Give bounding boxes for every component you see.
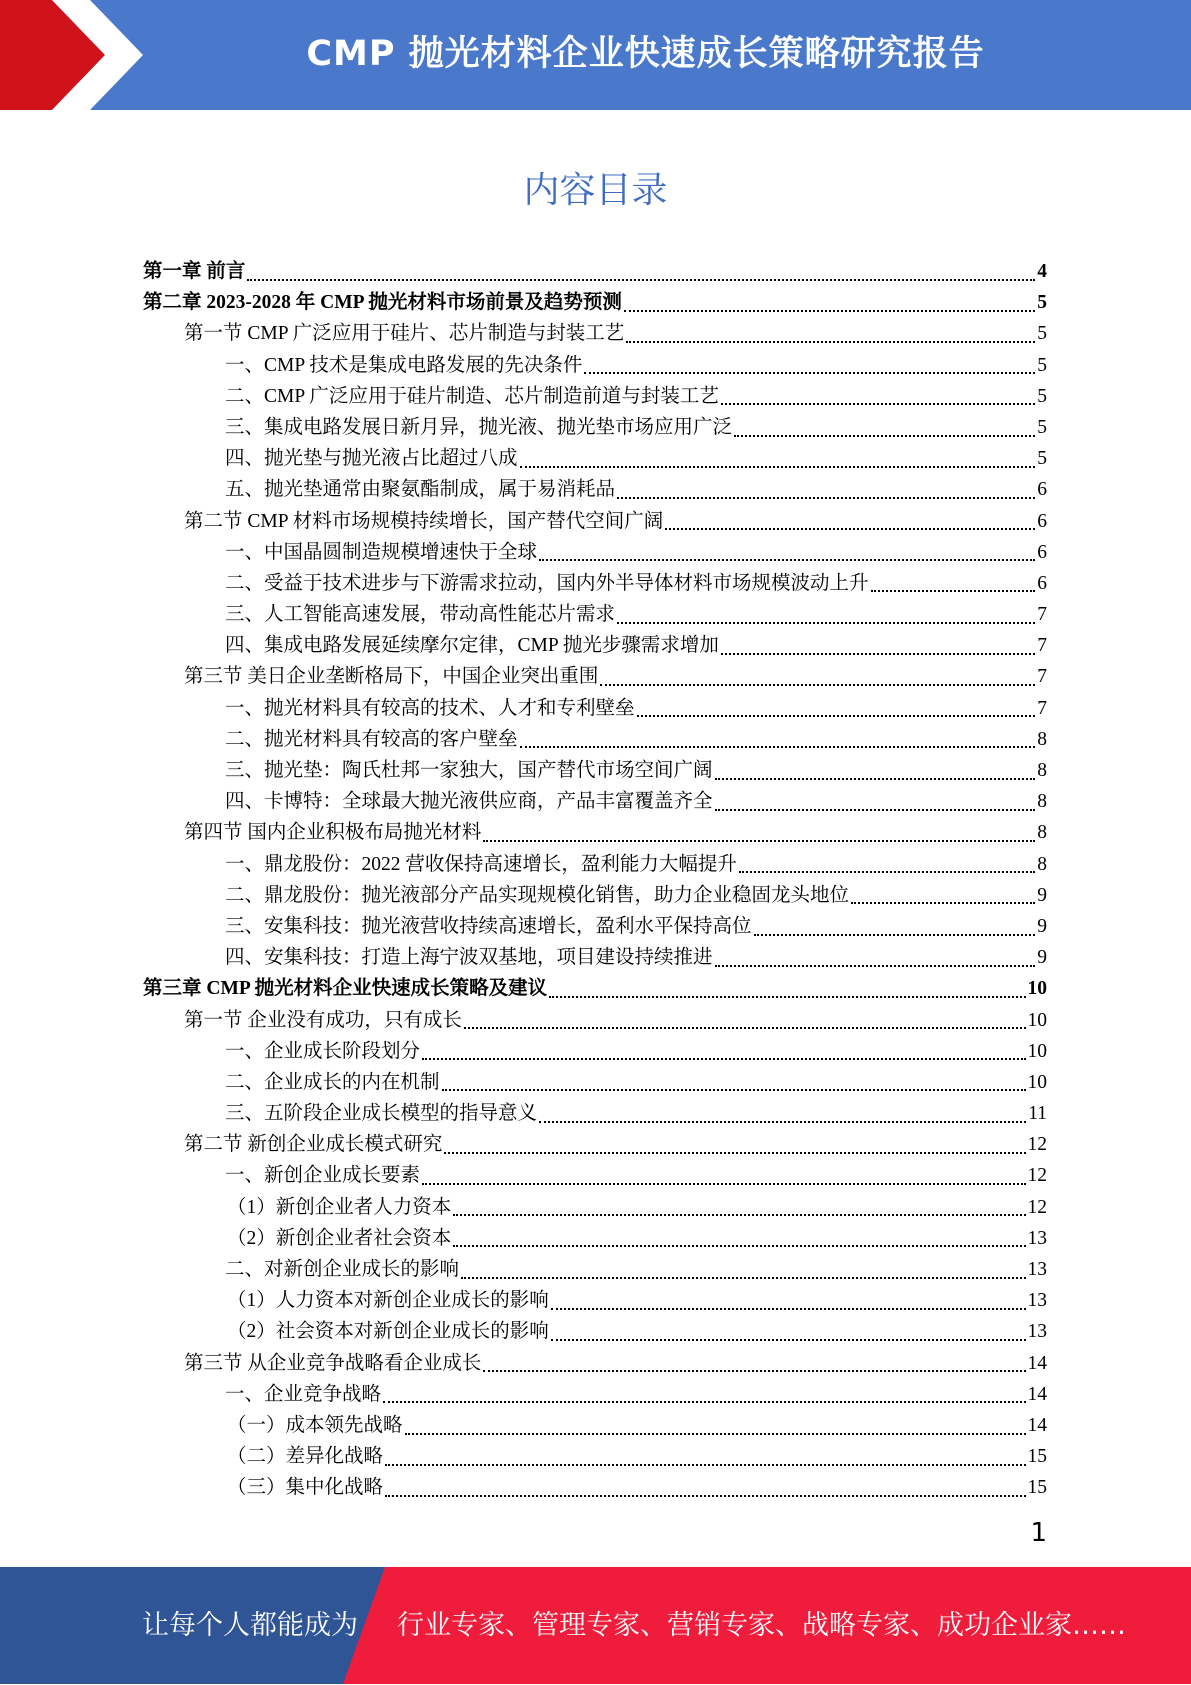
dot-leader [539,1121,1026,1123]
toc-entry-page: 5 [1037,416,1047,438]
toc-entry-page: 10 [1027,1071,1047,1093]
dot-leader [551,1339,1026,1341]
dot-leader [385,1464,1025,1466]
toc-entry-page: 7 [1037,697,1047,719]
toc-entry-title: 第一章 前言 [143,261,246,282]
toc-entry[interactable] [143,661,1047,692]
toc-entry-title: 二、CMP 广泛应用于硅片制造、芯片制造前道与封装工艺 [225,385,719,407]
toc-entry-page: 7 [1037,604,1047,626]
toc-entry-page: 13 [1027,1290,1047,1312]
toc-entry-title: 一、企业竞争战略 [225,1383,382,1405]
toc-entry-page: 12 [1027,1165,1047,1187]
toc-entry-title: 第二章 2023-2028 年 CMP 抛光材料市场前景及趋势预测 [143,292,622,314]
toc-entry-page: 8 [1037,822,1047,844]
report-header [0,0,1191,110]
table-of-contents [143,256,1047,1504]
toc-entry-title: 四、集成电路发展延续摩尔定律，CMP 抛光步骤需求增加 [225,635,719,657]
toc-entry-title: 第二节 新创企业成长模式研究 [184,1134,443,1156]
dot-leader [520,746,1036,748]
toc-entry[interactable] [143,1441,1047,1472]
toc-entry-page: 5 [1037,385,1047,407]
dot-leader [715,965,1036,967]
toc-entry-title: 第四节 国内企业积极布局抛光材料 [184,822,482,844]
dot-leader [464,1027,1026,1029]
toc-entry[interactable] [143,1036,1047,1067]
dot-leader [739,871,1035,873]
toc-entry-title: 一、抛光材料具有较高的技术、人才和专利壁垒 [225,697,635,719]
toc-entry[interactable] [143,506,1047,537]
toc-entry[interactable] [143,474,1047,505]
toc-entry-page: 4 [1037,261,1047,282]
toc-entry-title: 五、抛光垫通常由聚氨酯制成，属于易消耗品 [225,479,616,501]
toc-entry-title: 二、鼎龙股份：抛光液部分产品实现规模化销售，助力企业稳固龙头地位 [225,884,850,906]
toc-entry-title: （2）社会资本对新创企业成长的影响 [227,1321,549,1343]
toc-entry-title: 一、鼎龙股份：2022 营收保持高速增长，盈利能力大幅提升 [225,853,737,875]
dot-leader [422,1058,1025,1060]
toc-entry[interactable] [143,849,1047,880]
toc-entry-page: 8 [1037,853,1047,875]
toc-entry-page: 7 [1037,635,1047,657]
toc-entry-page: 6 [1037,541,1047,563]
dot-leader [383,1401,1025,1403]
dot-leader [461,1277,1025,1279]
toc-entry-page: 14 [1027,1352,1047,1374]
toc-entry-title: 第三章 CMP 抛光材料企业快速成长策略及建议 [143,978,548,1000]
toc-entry[interactable] [143,318,1047,349]
dot-leader [617,622,1035,624]
toc-entry[interactable] [143,443,1047,474]
toc-entry-page: 6 [1037,572,1047,594]
toc-entry-title: 第一节 企业没有成功，只有成长 [184,1009,462,1031]
toc-entry[interactable] [143,1410,1047,1441]
dot-leader [551,1308,1026,1310]
toc-entry-page: 12 [1027,1196,1047,1218]
dot-leader [624,310,1035,312]
toc-entry-page: 5 [1037,323,1047,345]
toc-entry[interactable] [143,630,1047,661]
dot-leader [442,1089,1026,1091]
toc-entry-page: 8 [1037,791,1047,813]
dot-leader [483,840,1035,842]
toc-entry-title: 第一节 CMP 广泛应用于硅片、芯片制造与封装工艺 [184,323,625,345]
toc-entry-page: 13 [1027,1321,1047,1343]
toc-entry-title: （1）新创企业者人力资本 [227,1196,452,1218]
toc-entry[interactable] [143,381,1047,412]
toc-entry[interactable] [143,1254,1047,1285]
toc-entry[interactable] [143,880,1047,911]
dot-leader [617,497,1035,499]
dot-leader [715,778,1036,780]
toc-entry-page: 14 [1027,1414,1047,1436]
toc-entry-page: 7 [1037,666,1047,688]
toc-entry[interactable] [143,755,1047,786]
toc-entry-page: 13 [1027,1259,1047,1280]
toc-entry-title: 三、五阶段企业成长模型的指导意义 [225,1103,538,1125]
toc-entry-page: 13 [1027,1227,1047,1249]
toc-entry[interactable] [143,1223,1047,1254]
toc-entry-page: 11 [1028,1103,1047,1125]
dot-leader [453,1245,1025,1247]
toc-entry-title: 第二节 CMP 材料市场规模持续增长，国产替代空间广阔 [184,510,664,532]
footer-slogan-right: 行业专家、管理专家、营销专家、战略专家、成功企业家…… [397,1610,1126,1641]
dot-leader [584,372,1035,374]
toc-entry[interactable] [143,724,1047,755]
toc-entry[interactable] [143,911,1047,942]
dot-leader [665,528,1035,530]
dot-leader [626,341,1035,343]
footer-slogan-left: 让每个人都能成为 [142,1610,358,1641]
toc-entry[interactable] [143,1160,1047,1191]
toc-entry-title: 三、人工智能高速发展，带动高性能芯片需求 [225,604,616,626]
dot-leader [385,1495,1025,1497]
toc-entry[interactable] [143,1129,1047,1160]
toc-entry-page: 8 [1037,728,1047,750]
toc-heading: 内容目录 [523,170,668,211]
toc-entry[interactable] [143,350,1047,381]
dot-leader [715,809,1036,811]
toc-entry-page: 5 [1037,448,1047,470]
dot-leader [247,279,1035,281]
dot-leader [851,902,1035,904]
toc-entry-title: 三、安集科技：抛光液营收持续高速增长，盈利水平保持高位 [225,915,752,937]
toc-entry[interactable] [143,412,1047,443]
toc-entry-title: 四、抛光垫与抛光液占比超过八成 [225,448,518,470]
dot-leader [721,653,1035,655]
toc-entry-page: 6 [1037,510,1047,532]
report-title: CMP 抛光材料企业快速成长策略研究报告 [306,34,985,74]
toc-entry-page: 9 [1037,947,1047,969]
toc-entry-page: 9 [1037,884,1047,906]
dot-leader [549,996,1025,998]
page-number: 1 [1030,1518,1047,1548]
toc-entry-page: 10 [1027,1009,1047,1031]
toc-entry-title: 一、企业成长阶段划分 [225,1040,421,1062]
toc-entry[interactable] [143,973,1047,1004]
dot-leader [422,1183,1025,1185]
toc-entry[interactable] [143,693,1047,724]
toc-entry-title: 一、中国晶圆制造规模增速快于全球 [225,541,538,563]
toc-entry-title: 四、安集科技：打造上海宁波双基地，项目建设持续推进 [225,947,713,969]
toc-entry[interactable] [143,1005,1047,1036]
toc-entry[interactable] [143,599,1047,630]
toc-entry-title: 一、新创企业成长要素 [225,1165,421,1187]
toc-entry[interactable] [143,1472,1047,1503]
toc-entry-title: 第三节 美日企业垄断格局下，中国企业突出重围 [184,666,599,688]
toc-entry-page: 5 [1037,354,1047,376]
toc-entry[interactable] [143,1098,1047,1129]
toc-entry-page: 14 [1027,1383,1047,1405]
dot-leader [444,1152,1025,1154]
dot-leader [483,1370,1025,1372]
toc-entry-title: （一）成本领先战略 [227,1414,403,1436]
toc-entry-page: 12 [1027,1134,1047,1156]
toc-entry-title: （1）人力资本对新创企业成长的影响 [227,1290,549,1312]
footer-banner [0,1567,1191,1684]
toc-entry[interactable] [143,942,1047,973]
toc-entry[interactable] [143,1285,1047,1316]
toc-entry[interactable] [143,1192,1047,1223]
toc-entry[interactable] [143,1379,1047,1410]
toc-entry-page: 8 [1037,760,1047,781]
toc-entry-page: 15 [1027,1477,1047,1499]
toc-entry-title: 二、抛光材料具有较高的客户壁垒 [225,728,518,750]
dot-leader [721,403,1035,405]
toc-entry[interactable] [143,568,1047,599]
dot-leader [871,590,1036,592]
dot-leader [539,559,1035,561]
toc-entry-page: 6 [1037,479,1047,501]
toc-entry-title: 三、集成电路发展日新月异，抛光液、抛光垫市场应用广泛 [225,416,733,438]
toc-entry-title: 二、对新创企业成长的影响 [225,1259,460,1280]
toc-entry-page: 10 [1027,978,1047,1000]
toc-entry[interactable] [143,537,1047,568]
dot-leader [754,934,1036,936]
toc-entry[interactable] [143,1316,1047,1347]
toc-entry[interactable] [143,287,1047,318]
toc-entry-page: 10 [1027,1040,1047,1062]
toc-entry-title: （三）集中化战略 [227,1477,384,1499]
toc-entry-title: 二、受益于技术进步与下游需求拉动，国内外半导体材料市场规模波动上升 [225,572,869,594]
dot-leader [405,1433,1026,1435]
toc-entry-page: 9 [1037,915,1047,937]
toc-entry-page: 15 [1027,1446,1047,1468]
dot-leader [453,1214,1025,1216]
toc-entry[interactable] [143,786,1047,817]
toc-entry-title: 三、抛光垫：陶氏杜邦一家独大，国产替代市场空间广阔 [225,760,713,781]
toc-entry-title: （2）新创企业者社会资本 [227,1227,452,1249]
dot-leader [734,435,1035,437]
toc-entry-title: 二、企业成长的内在机制 [225,1071,440,1093]
toc-entry-title: 四、卡博特：全球最大抛光液供应商，产品丰富覆盖齐全 [225,791,713,813]
toc-entry-title: 第三节 从企业竞争战略看企业成长 [184,1352,482,1374]
dot-leader [600,684,1035,686]
dot-leader [637,715,1036,717]
toc-entry-title: 一、CMP 技术是集成电路发展的先决条件 [225,354,583,376]
toc-entry[interactable] [143,1067,1047,1098]
dot-leader [520,466,1036,468]
toc-entry-title: （二）差异化战略 [227,1446,384,1468]
toc-entry[interactable] [143,1348,1047,1379]
toc-entry-page: 5 [1037,292,1047,314]
toc-entry[interactable] [143,817,1047,848]
toc-entry[interactable] [143,256,1047,287]
